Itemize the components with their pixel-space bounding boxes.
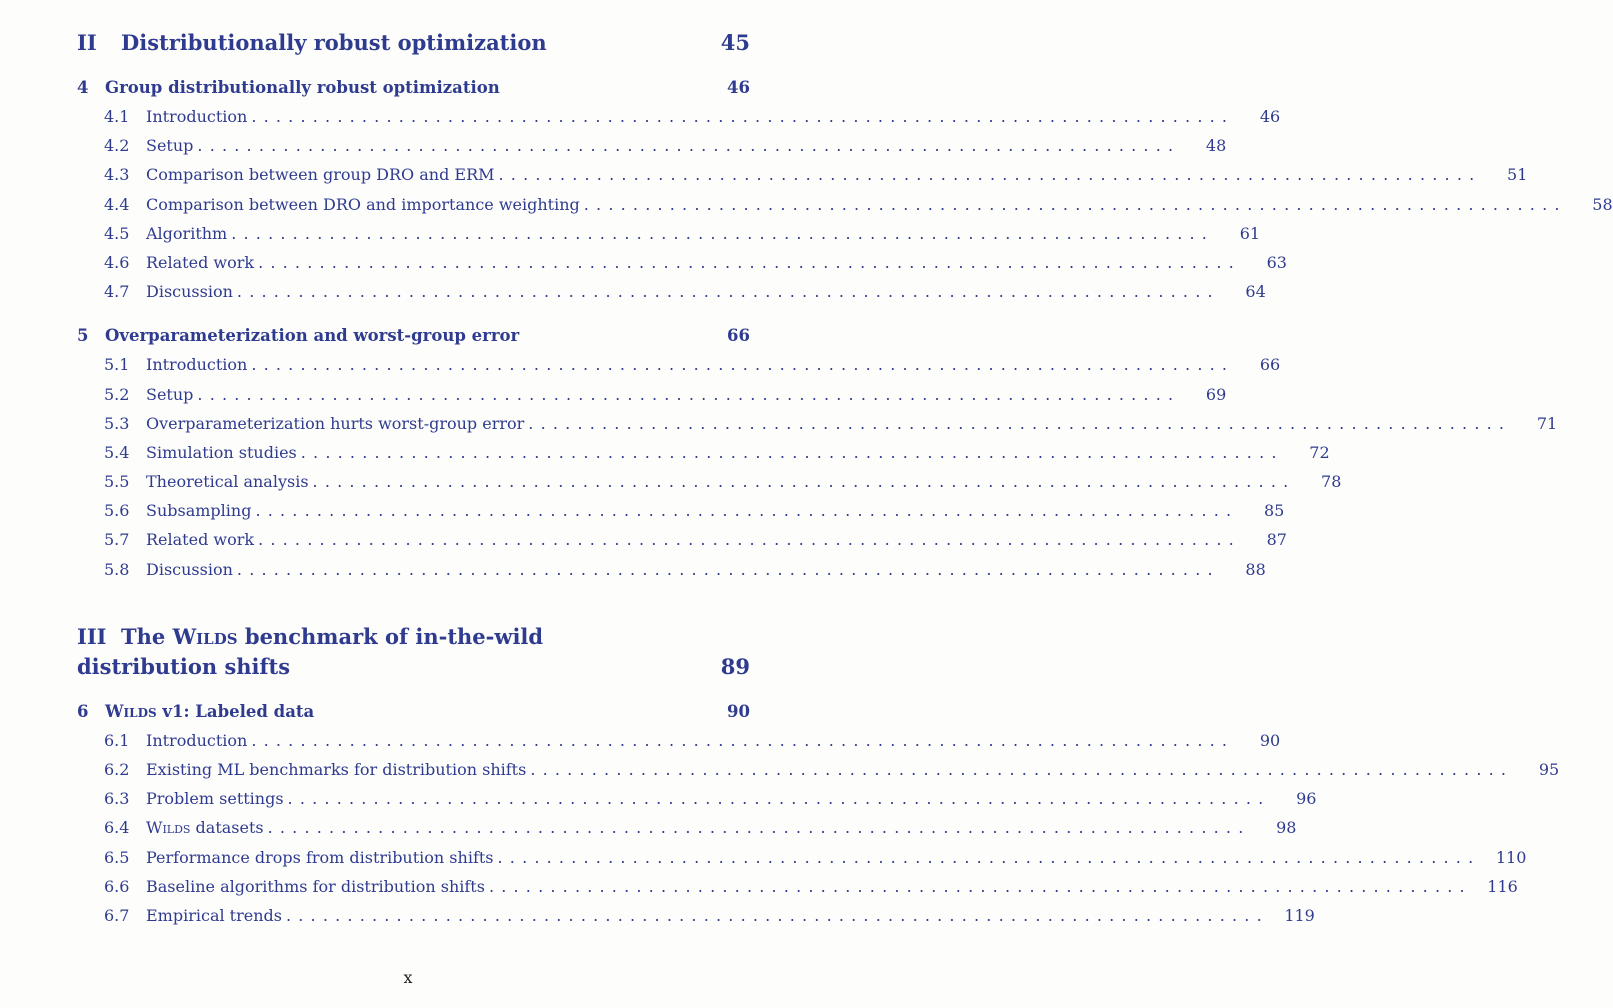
leader-dots: ................................................................................ <box>267 818 1251 838</box>
section-title: Simulation studies <box>146 442 297 462</box>
leader-dots: ................................................................................ <box>251 730 1235 750</box>
leader-dots: ................................................................................ <box>197 136 1181 156</box>
chapter-number: 4 <box>77 78 89 97</box>
chapter-heading <box>77 325 750 347</box>
toc-entry[interactable] <box>77 102 1281 131</box>
section-number: 5.2 <box>104 384 130 404</box>
section-page: 72 <box>1309 442 1330 462</box>
section-title: Related work <box>146 530 255 550</box>
part-page: 45 <box>720 30 750 55</box>
section-page: 48 <box>1205 136 1227 156</box>
section-number: 5.5 <box>104 472 130 492</box>
toc-entry[interactable] <box>77 190 1613 219</box>
section-page: 96 <box>1296 789 1317 809</box>
section-title: Algorithm <box>146 223 228 243</box>
section-page: 51 <box>1507 165 1528 185</box>
section-number: 6.4 <box>104 818 130 838</box>
section-number: 6.1 <box>104 730 130 750</box>
leader-dots: ................................................................................ <box>258 252 1241 272</box>
table-of-contents <box>77 0 1613 930</box>
section-title: Subsampling <box>146 501 252 521</box>
section-title: Discussion <box>146 282 233 302</box>
chapter-heading <box>77 701 750 723</box>
toc-entry[interactable] <box>77 160 1528 189</box>
section-page: 110 <box>1495 847 1527 867</box>
section-title: Related work <box>146 252 255 272</box>
leader-dots: ................................................................................ <box>498 165 1482 185</box>
leader-dots: ................................................................................ <box>497 847 1481 867</box>
section-title: Overparameterization hurts worst-group error <box>146 413 525 433</box>
section-number: 5.8 <box>104 559 130 579</box>
section-page: 78 <box>1321 472 1342 492</box>
leader-dots: ................................................................................ <box>312 472 1296 492</box>
section-number: 4.5 <box>104 223 130 243</box>
toc-entry[interactable] <box>77 219 1261 248</box>
section-number: 5.4 <box>104 442 130 462</box>
section-page: 87 <box>1266 530 1287 550</box>
leader-dots: ................................................................................ <box>251 107 1235 126</box>
part-title-line: The Wilds benchmark of in-the-wild <box>121 623 544 649</box>
leader-dots: ................................................................................ <box>251 355 1235 375</box>
toc-entry[interactable] <box>77 843 1527 872</box>
section-page: 66 <box>1259 355 1281 375</box>
toc-entry[interactable] <box>77 496 1285 525</box>
toc-entry[interactable] <box>77 131 1227 160</box>
chapter-page: 66 <box>727 326 750 346</box>
section-page: 90 <box>1259 730 1281 750</box>
toc-entry[interactable] <box>77 277 1266 306</box>
section-page: 69 <box>1205 384 1227 404</box>
part-title: Distributionally robust optimization <box>121 30 547 55</box>
toc-entry[interactable] <box>77 813 1297 842</box>
leader-dots: ................................................................................ <box>300 442 1284 462</box>
leader-dots: ................................................................................ <box>236 282 1220 302</box>
toc-entry[interactable] <box>77 726 1281 755</box>
section-title: Introduction <box>146 107 248 126</box>
toc-entry[interactable] <box>77 872 1518 901</box>
section-page: 98 <box>1276 818 1297 838</box>
section-title: Baseline algorithms for distribution shifts <box>146 876 485 896</box>
toc-entry[interactable] <box>77 901 1315 930</box>
section-number: 6.2 <box>104 760 130 779</box>
section-number: 5.1 <box>104 355 130 375</box>
section-title: Comparison between group DRO and ERM <box>146 165 495 185</box>
section-title: Introduction <box>146 355 248 375</box>
section-number: 6.6 <box>104 876 130 896</box>
section-number: 4.3 <box>104 165 130 185</box>
chapter-number: 6 <box>77 701 89 721</box>
leader-dots: ................................................................................ <box>287 789 1271 809</box>
toc-entry[interactable] <box>77 525 1287 554</box>
section-list <box>77 726 1560 930</box>
section-title: Discussion <box>146 559 233 579</box>
leader-dots: ................................................................................ <box>530 760 1514 779</box>
section-title: Setup <box>146 136 194 156</box>
section-list <box>77 350 1558 584</box>
section-number: 4.2 <box>104 136 130 156</box>
chapter-page: 46 <box>727 78 750 97</box>
section-title: Existing ML benchmarks for distribution shifts <box>146 760 527 779</box>
section-page: 71 <box>1536 413 1558 433</box>
leader-dots: ................................................................................ <box>197 384 1181 404</box>
section-title: Theoretical analysis <box>146 472 309 492</box>
section-number: 6.3 <box>104 789 130 809</box>
chapter-page: 90 <box>727 701 750 721</box>
part-title-line: distribution shifts <box>77 653 291 679</box>
section-number: 5.6 <box>104 501 130 521</box>
section-page: 88 <box>1245 559 1266 579</box>
chapter-number: 5 <box>77 326 89 346</box>
leader-dots: ................................................................................ <box>255 501 1239 521</box>
part-number: II <box>77 30 97 55</box>
toc-entry[interactable] <box>77 755 1560 784</box>
leader-dots: ................................................................................ <box>583 194 1567 214</box>
part-heading <box>77 28 750 58</box>
toc-entry[interactable] <box>77 380 1227 409</box>
section-title: Empirical trends <box>146 905 282 925</box>
chapter-heading <box>77 77 750 99</box>
section-page: 61 <box>1239 223 1261 243</box>
section-page: 116 <box>1487 876 1518 896</box>
leader-dots: ................................................................................ <box>236 559 1220 579</box>
part-number: III <box>77 623 107 649</box>
section-list <box>77 102 1613 306</box>
section-page: 46 <box>1259 107 1281 126</box>
section-number: 4.6 <box>104 252 130 272</box>
chapter-title: Overparameterization and worst-group error <box>105 326 520 346</box>
part-heading <box>77 622 750 682</box>
toc-entry[interactable] <box>77 438 1330 467</box>
section-page: 119 <box>1284 905 1315 925</box>
chapter-title: Group distributionally robust optimization <box>105 78 500 97</box>
section-number: 5.3 <box>104 413 130 433</box>
toc-entry[interactable] <box>77 248 1287 277</box>
section-number: 6.7 <box>104 905 130 925</box>
toc-entry[interactable] <box>77 409 1558 438</box>
section-number: 6.5 <box>104 847 130 867</box>
leader-dots: ................................................................................ <box>285 905 1269 925</box>
section-title: Wilds datasets <box>146 818 264 838</box>
leader-dots: ................................................................................ <box>231 223 1215 243</box>
leader-dots: ................................................................................ <box>528 413 1512 433</box>
section-page: 85 <box>1263 501 1285 521</box>
section-number: 5.7 <box>104 530 130 550</box>
section-title: Setup <box>146 384 194 404</box>
leader-dots: ................................................................................ <box>258 530 1241 550</box>
section-title: Performance drops from distribution shifts <box>146 847 494 867</box>
section-page: 64 <box>1245 282 1266 302</box>
part-page: 89 <box>720 653 750 679</box>
chapter-title: Wilds v1: Labeled data <box>105 701 315 721</box>
section-title: Comparison between DRO and importance weighting <box>146 194 580 214</box>
section-title: Problem settings <box>146 789 284 809</box>
page-number: x <box>403 968 413 987</box>
toc-entry[interactable] <box>77 350 1281 379</box>
toc-entry[interactable] <box>77 784 1317 813</box>
section-title: Introduction <box>146 730 248 750</box>
toc-entry[interactable] <box>77 555 1266 584</box>
section-number: 4.1 <box>104 107 130 126</box>
leader-dots: ................................................................................ <box>488 876 1472 896</box>
section-number: 4.4 <box>104 194 130 214</box>
section-page: 58 <box>1592 194 1613 214</box>
section-number: 4.7 <box>104 282 130 302</box>
toc-entry[interactable] <box>77 467 1342 496</box>
section-page: 95 <box>1538 760 1560 779</box>
section-page: 63 <box>1266 252 1287 272</box>
